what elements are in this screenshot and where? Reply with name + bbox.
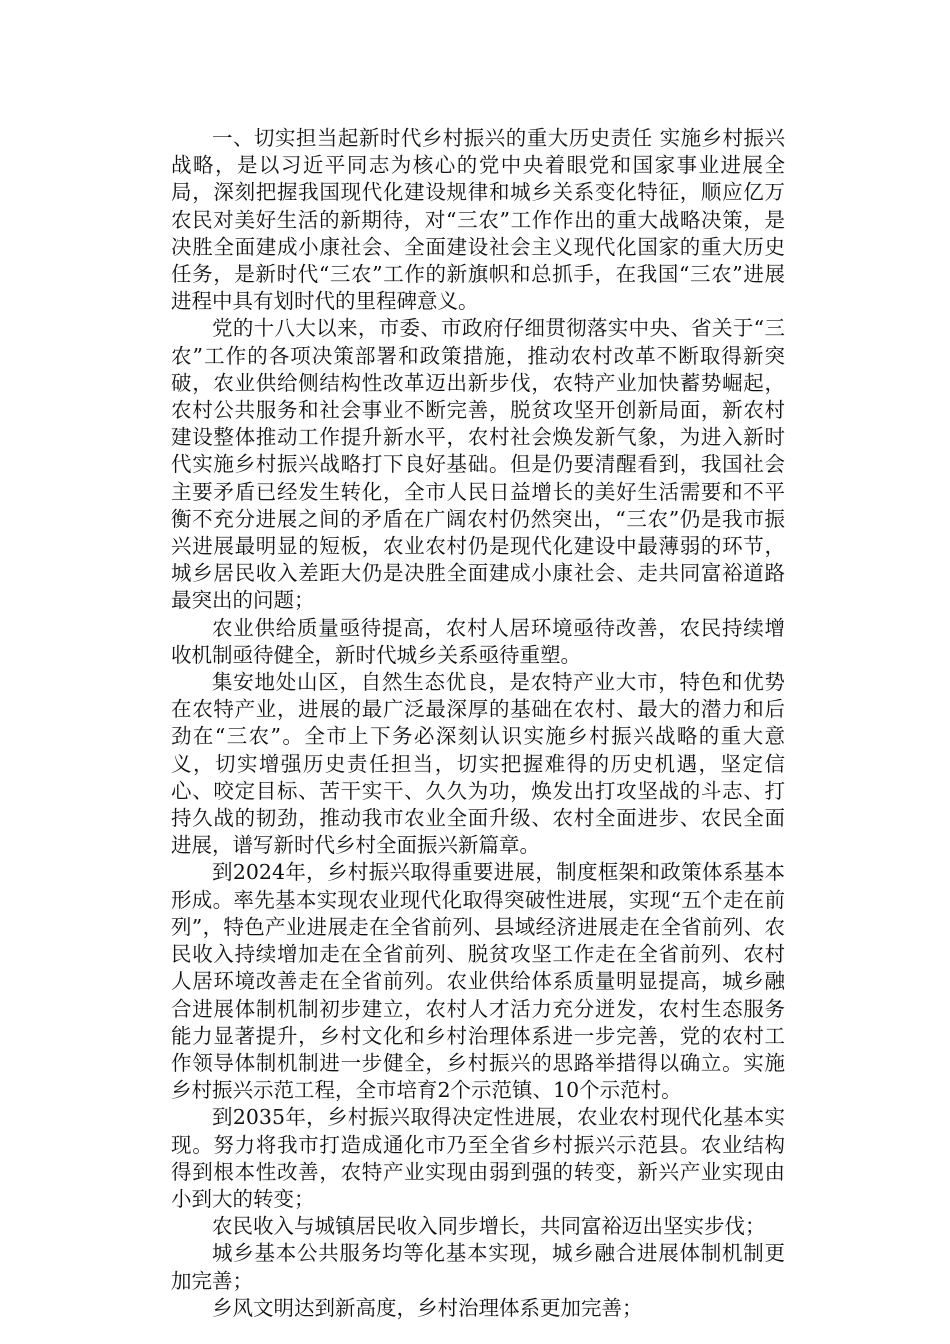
paragraph-3: 农业供给质量亟待提高，农村人居环境亟待改善，农民持续增收机制亟待健全，新时代城乡关系亟待重塑。 [171, 615, 785, 667]
paragraph-4: 集安地处山区，自然生态优良，是农特产业大市，特色和优势在农特产业，进展的最广泛最深厚的基础在农村、最大的潜力和后劲在“三农”。全市上下务必深刻认识实施乡村振兴战略的重大意义，切实增强历史责任担当，切实把握难得的历史机遇，坚定信心、咬定目标、苦干实干、久久为功，焕发出打攻坚战的斗志、打持久战的韧劲，推动我市农业全面升级、农村全面进步、农民全面进展，谱写新时代乡村全面振兴新篇章。 [171, 670, 785, 858]
paragraph-6: 到2035年，乡村振兴取得决定性进展，农业农村现代化基本实现。努力将我市打造成通化市乃至全省乡村振兴示范县。农业结构得到根本性改善，农特产业实现由弱到强的转变，新兴产业实现由小到大的转变； [171, 1105, 785, 1211]
paragraph-9: 乡风文明达到新高度，乡村治理体系更加完善； [212, 1295, 643, 1320]
document-body [171, 125, 785, 1322]
paragraph-5: 到2024年，乡村振兴取得重要进展，制度框架和政策体系基本形成。率先基本实现农业现代化取得突破性进展，实现“五个走在前列”，特色产业进展走在全省前列、县域经济进展走在全省前列、农民收入持续增加走在全省前列、脱贫攻坚工作走在全省前列、农村人居环境改善走在全省前列。农业供给体系质量明显提高，城乡融合进展体制机制初步建立，农村人才活力充分迸发，农村生态服务能力显著提升，乡村文化和乡村治理体系进一步完善，党的农村工作领导体制机制进一步健全，乡村振兴的思路举措得以确立。实施乡村振兴示范工程，全市培育2个示范镇、10个示范村。 [171, 860, 785, 1103]
paragraph-8: 城乡基本公共服务均等化基本实现，城乡融合进展体制机制更加完善； [171, 1241, 785, 1293]
paragraph-2: 党的十八大以来，市委、市政府仔细贯彻落实中央、省关于“三农”工作的各项决策部署和政策措施，推动农村改革不断取得新突破，农业供给侧结构性改革迈出新步伐，农特产业加快蓄势崛起，农村公共服务和社会事业不断完善，脱贫攻坚开创新局面，新农村建设整体推动工作提升新水平，农村社会焕发新气象，为进入新时代实施乡村振兴战略打下良好基础。但是仍要清醒看到，我国社会主要矛盾已经发生转化，全市人民日益增长的美好生活需要和不平衡不充分进展之间的矛盾在广阔农村仍然突出，“三农”仍是我市振兴进展最明显的短板，农业农村仍是现代化建设中最薄弱的环节，城乡居民收入差距大仍是决胜全面建成小康社会、走共同富裕道路最突出的问题； [171, 316, 785, 613]
paragraph-1: 一、切实担当起新时代乡村振兴的重大历史责任 实施乡村振兴战略，是以习近平同志为核心的党中央着眼党和国家事业进展全局，深刻把握我国现代化建设规律和城乡关系变化特征，顺应亿万农民对美好生活的新期待，对“三农”工作作出的重大战略决策，是决胜全面建成小康社会、全面建设社会主义现代化国家的重大历史任务，是新时代“三农”工作的新旗帜和总抓手，在我国“三农”进展进程中具有划时代的里程碑意义。 [171, 126, 785, 314]
paragraph-7: 农民收入与城镇居民收入同步增长，共同富裕迈出坚实步伐； [212, 1214, 766, 1239]
